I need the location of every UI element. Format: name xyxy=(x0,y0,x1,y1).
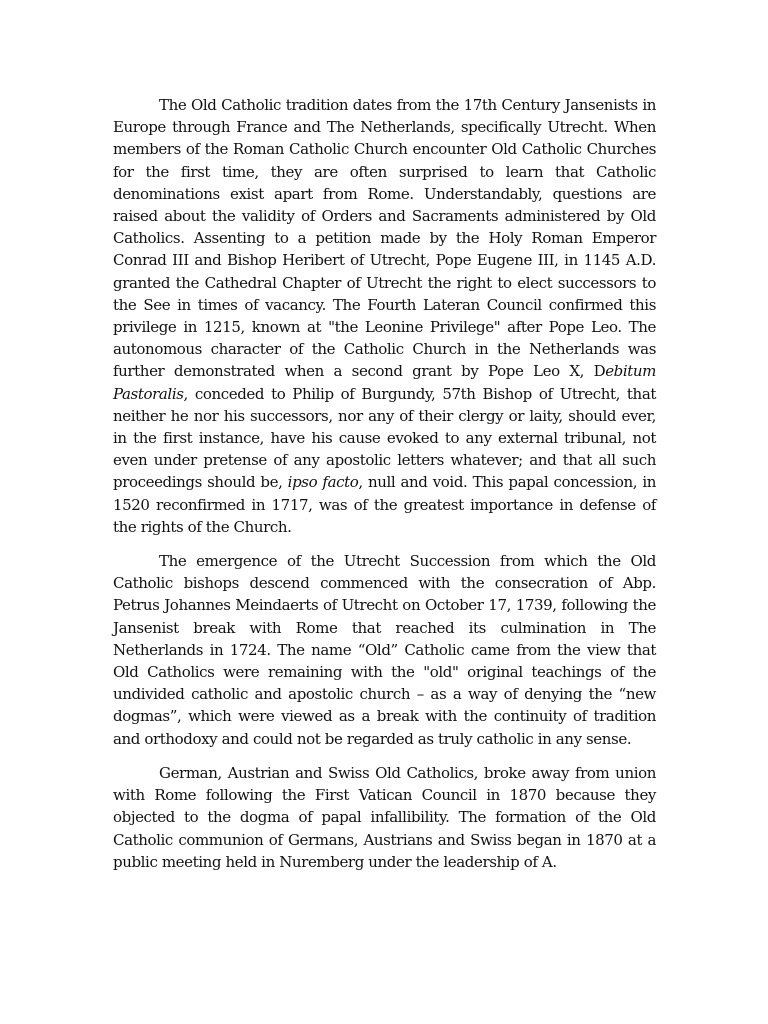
italic-text: ipso facto xyxy=(287,473,359,492)
paragraph-german-austrian-swiss xyxy=(113,762,656,873)
paragraph-text: The emergence of the Utrecht Succession from which the Old Catholic bishops descend commenced with the consecration of Abp. Petrus Johannes Meindaerts of Utrecht on October 17, 1739, following the Jansenist break with Rome that reached its culmination in The Netherlands in 1724. The name “Old” Catholic came from the view that Old Catholics were remaining with the "old" original teachings of the undivided catholic and apostolic church – as a way of denying the “new dogmas”, which were viewed as a break with the continuity of tradition and orthodoxy and could not be regarded as truly catholic in any sense. xyxy=(113,552,656,748)
italic-text: ebitum Pastoralis xyxy=(113,362,656,403)
paragraph-utrecht-succession xyxy=(113,550,656,750)
paragraph-text: , conceded to Philip of Burgundy, 57th Bishop of Utrecht, that neither he nor his successors, nor any of their clergy or laity, should ever, in the first instance, have his cause evoked to any external tribunal, not even under pretense of any apostolic letters whatever; and that all such proceedings should be, xyxy=(113,384,656,492)
document-page xyxy=(113,94,656,885)
paragraph-text: , null and void. This papal concession, in 1520 reconfirmed in 1717, was of the greatest importance in defense of the rights of the Church. xyxy=(113,473,656,536)
paragraph-text: The Old Catholic tradition dates from the 17th Century Jansenists in Europe through France and The Netherlands, specifically Utrecht. When members of the Roman Catholic Church encounter Old Catholic Churches for the first time, they are often surprised to learn that Catholic denominations exist apart from Rome. Understandably, questions are raised about the validity of Orders and Sacraments administered by Old Catholics. Assenting to a petition made by the Holy Roman Emperor Conrad III and Bishop Heribert of Utrecht, Pope Eugene III, in 1145 A.D. granted the Cathedral Chapter of Utrecht the right to elect successors to the See in times of vacancy. The Fourth Lateran Council confirmed this privilege in 1215, known at "the Leonine Privilege" after Pope Leo. The autonomous character of the Catholic Church in the Netherlands was further demonstrated when a second grant by Pope Leo X, D xyxy=(113,96,656,381)
paragraph-text: German, Austrian and Swiss Old Catholics, broke away from union with Rome following the First Vatican Council in 1870 because they objected to the dogma of papal infallibility. The formation of the Old Catholic communion of Germans, Austrians and Swiss began in 1870 at a public meeting held in Nuremberg under the leadership of A. xyxy=(113,763,656,871)
paragraph-old-catholic-tradition xyxy=(113,94,656,538)
